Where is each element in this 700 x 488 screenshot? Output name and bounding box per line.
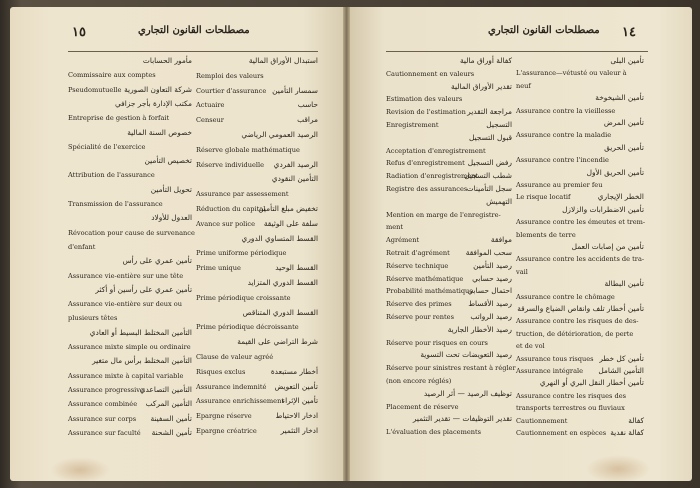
french-term: Mention en marge de l'enregistre- [386, 210, 501, 219]
french-term: Retrait d'agrément [386, 249, 450, 257]
french-term: Assurance vie-entière sur deux ou [68, 300, 182, 309]
french-term: ment [386, 223, 404, 232]
french-term: Assurance contre la vieillesse [516, 106, 616, 115]
arabic-term: كفالة نقدية [610, 428, 644, 437]
arabic-term: تأمين التعويض [274, 381, 318, 391]
french-term: Courtier d'assurance [196, 86, 267, 95]
arabic-term: ادخار الاحتياط [275, 411, 318, 421]
french-term: Assurance par assessement [196, 190, 289, 199]
arabic-term: تأمين من إصابات العمل [571, 242, 644, 251]
french-term: Le risque locatif [516, 193, 571, 202]
french-term: Epargne réserve [196, 412, 252, 421]
arabic-term: التأمين النقودي [271, 174, 318, 184]
arabic-term: مأمور الحسابات [142, 56, 192, 65]
french-term: Assurance tous risques [516, 354, 594, 363]
page-number: ١٥ [72, 25, 86, 40]
french-term: Assurance contre l'incendie [516, 156, 609, 165]
arabic-term: القسط الوحيد [275, 263, 318, 273]
french-term: (non encore réglés) [386, 377, 452, 385]
arabic-term: تأمين البطالة [604, 279, 644, 289]
french-term: truction, de détérioration, de perte [516, 329, 634, 338]
arabic-term: تأمين المرض [603, 118, 644, 127]
french-term: Cautionnement en espèces [516, 429, 607, 437]
french-term: Réserve mathématique [386, 274, 464, 283]
french-term: Assurance enrichissement [196, 397, 284, 406]
arabic-term: الرصيد الفردي [273, 159, 318, 169]
arabic-term: العدول للأولاد [151, 213, 192, 223]
french-term: Placement de réserve [386, 402, 459, 411]
french-term: L'évaluation des placements [386, 428, 482, 437]
french-term: Réserve pour sinistres restant à régler [386, 364, 516, 373]
page-number: ١٤ [622, 25, 636, 40]
french-term: Acceptation d'enregistrement [386, 146, 486, 155]
header-rule [386, 51, 648, 52]
arabic-term: تأمين عمري على رأس [122, 256, 192, 266]
arabic-term: سمسار التأمين [272, 85, 318, 95]
french-term: Assurance combinée [68, 400, 138, 409]
french-term: Censeur [196, 116, 224, 125]
french-term: Assurance sur corps [68, 414, 137, 423]
arabic-term: التأمين التصاعدي [139, 384, 192, 394]
running-title: مصطلحات القانون التجاري [138, 25, 250, 36]
arabic-term: تأمين الحريق [604, 142, 644, 152]
french-term: Réserve individuelle [196, 160, 265, 169]
french-term: Prime périodique décroissante [196, 323, 299, 332]
french-term: Assurance contre les risques de des- [516, 317, 639, 326]
arabic-term: مراقب [297, 115, 318, 125]
french-term: transports terrestres ou fluviaux [516, 404, 625, 413]
french-term: Pseudomutuelle [68, 85, 122, 94]
arabic-term: رصيد الرواتب [470, 312, 512, 321]
french-term: Assurance sur faculté [68, 428, 141, 437]
arabic-term: تأمين أخطار تلف وانقاص الضياع والسرقة [517, 304, 644, 313]
arabic-term: رصيد حسابي [472, 273, 512, 283]
arabic-term: شطب التسجيل [464, 171, 512, 181]
arabic-term: التأمين المختلط البسيط أو العادي [89, 327, 192, 337]
french-term: Commissaire aux comptes [68, 71, 156, 80]
arabic-term: تأمين الاضطرابات والزلازل [562, 204, 644, 214]
arabic-term: خصوص السنة المالية [127, 127, 192, 137]
french-term: neuf [516, 81, 531, 90]
french-term: Transmission de l'assurance [68, 200, 163, 208]
paper-stain [50, 457, 110, 481]
arabic-term: تخفيض مبلغ التأمين [258, 204, 318, 213]
french-term: Assurance contre la maladie [516, 131, 612, 140]
french-term: Risques exclus [196, 367, 246, 376]
arabic-term: تحويل التأمين [150, 184, 192, 194]
left-page [10, 7, 343, 481]
arabic-term: الرصيد العمومي الرياضي [241, 130, 318, 139]
running-title: مصطلحات القانون التجاري [488, 25, 600, 36]
french-term: Remploi des valeurs [196, 71, 264, 80]
arabic-term: رصيد التأمين [473, 260, 512, 270]
french-term: Prime unique [196, 264, 241, 273]
arabic-term: توظيف الرصيد — أثر الرصيد [423, 388, 512, 398]
arabic-term: استبدال الأوراق المالية [248, 56, 318, 65]
french-term: plusieurs têtes [68, 314, 118, 323]
french-term: Assurance intégrale [516, 367, 584, 375]
french-term: Révocation pour cause de survenance [68, 228, 195, 237]
french-term: Assurance mixte simple ou ordinaire [68, 343, 191, 351]
french-term: Assurance contre le chômage [516, 292, 615, 301]
arabic-term: تأمين عمري على رأسين أو أكثر [95, 284, 192, 294]
french-term: Réduction du capital [196, 205, 266, 213]
arabic-term: تأمين الحريق الأول [586, 167, 644, 177]
right-page [350, 7, 692, 481]
arabic-term: القسط الدوري المتزايد [247, 278, 318, 287]
arabic-term: قبول التسجيل [468, 132, 512, 142]
french-term: Cautionnement en valeurs [386, 69, 475, 78]
book-gutter [343, 7, 350, 481]
arabic-term: تأمين أخطار النقل البري أو النهري [539, 378, 644, 388]
french-term: L'assurance—vétusté ou valeur à [516, 69, 627, 78]
french-term: Réserve technique [386, 261, 449, 270]
french-term: Réserve des primes [386, 300, 452, 309]
french-term: Clause de valeur agréé [196, 353, 274, 361]
french-term: d'enfant [68, 242, 96, 251]
french-term: Epargne créatrice [196, 427, 257, 435]
arabic-term: موافقة [490, 235, 512, 245]
french-term: Assurance vie-entière sur une tête [68, 271, 184, 280]
arabic-term: تقدير الأوراق المالية [451, 81, 512, 91]
french-term: Probabilité mathématique [386, 287, 474, 296]
arabic-term: شركة التعاون الصورية [124, 84, 192, 94]
arabic-term: شرط التراضي على القيمة [237, 337, 318, 347]
french-term: Enregistrement [386, 121, 439, 129]
french-term: Assurance progressive [68, 385, 144, 394]
arabic-term: القسط الدوري المتناقص [242, 307, 318, 317]
arabic-term: التهميش [486, 196, 512, 206]
arabic-term: تأمين السفينة [150, 413, 192, 423]
arabic-term: تأمين البلى [610, 56, 644, 65]
header-rule [68, 51, 318, 52]
arabic-term: التسجيل [486, 120, 512, 129]
french-term: Spécialité de l'exercice [68, 142, 146, 151]
french-term: blements de terre [516, 230, 576, 239]
french-term: Assurance contre les risques des [516, 391, 626, 400]
french-term: Agrément [386, 236, 420, 245]
arabic-term: سجل التأمينات [466, 184, 512, 193]
arabic-term: تأمين الشحنة [151, 427, 192, 437]
arabic-term: الخطر الإيجاري [597, 192, 644, 202]
french-term: Assurance contre les accidents de tra- [516, 255, 645, 264]
french-term: vail [516, 267, 528, 276]
arabic-term: ادخار التثمير [280, 426, 318, 435]
arabic-term: التأمين المختلط برأس مال متغير [92, 356, 192, 366]
arabic-term: احتمال حسابي [467, 286, 512, 296]
french-term: Assurance contre les émeutes et trem- [516, 218, 646, 227]
arabic-term: سحب الموافقة [465, 248, 512, 257]
arabic-term: التأمين المركب [145, 399, 192, 409]
french-term: Avance sur police [196, 219, 255, 228]
arabic-term: تقدير التوظيفات — تقدير التثمير [412, 414, 512, 424]
french-term: Assurance au premier feu [516, 181, 603, 189]
french-term: Prime périodique croissante [196, 293, 291, 302]
french-term: Prime uniforme périodique [196, 249, 287, 258]
french-term: Attribution de l'assurance [68, 171, 155, 180]
french-term: Réserve globale mathématique [196, 145, 300, 154]
arabic-term: تأمين كل خطر [599, 353, 644, 363]
french-term: Assurance mixte à capital variable [68, 371, 184, 380]
french-term: Actuaire [196, 101, 225, 110]
arabic-term: رصيد الأخطار الجارية [447, 324, 512, 334]
french-term: et de vol [516, 342, 545, 351]
arabic-term: رصيد الأقساط [468, 299, 512, 309]
arabic-term: سلفة على الوثيقة [263, 218, 318, 228]
french-term: Réserve pour risques en cours [386, 338, 488, 347]
arabic-term: مراجعة التقدير [467, 107, 512, 117]
arabic-term: رفض التسجيل [467, 158, 512, 168]
french-term: Radiation d'enregistrement [386, 172, 479, 181]
french-term: Refus d'enregistrement [386, 159, 465, 168]
arabic-term: التأمين الشامل [598, 366, 644, 375]
arabic-term: القسط المتساوي الدوري [241, 233, 318, 243]
arabic-term: تخصيص التأمين [144, 156, 192, 166]
french-term: Revision de l'estimation [386, 108, 466, 117]
french-term: Assurance indemnité [196, 382, 267, 391]
arabic-term: تأمين الإثراء [281, 396, 318, 406]
arabic-term: رصيد التعويضات تحت التسوية [420, 350, 512, 360]
arabic-term: تأمين الشيخوخة [595, 93, 644, 103]
french-term: Registre des assurances [386, 185, 468, 193]
french-term: Réserve pour rentes [386, 313, 454, 321]
french-term: Estimation des valeurs [386, 95, 463, 104]
arabic-term: مكتب الإدارة بأجر جزافي [115, 98, 192, 108]
french-term: Cautionnement [516, 416, 568, 425]
arabic-term: حاسب [297, 100, 318, 110]
french-term: Entreprise de gestion à forfait [68, 114, 170, 123]
paper-stain [586, 455, 650, 481]
arabic-term: أخطار مستبعدة [270, 366, 318, 376]
arabic-term: كفالة أوراق مالية [459, 56, 512, 65]
arabic-term: كفالة [628, 415, 644, 425]
